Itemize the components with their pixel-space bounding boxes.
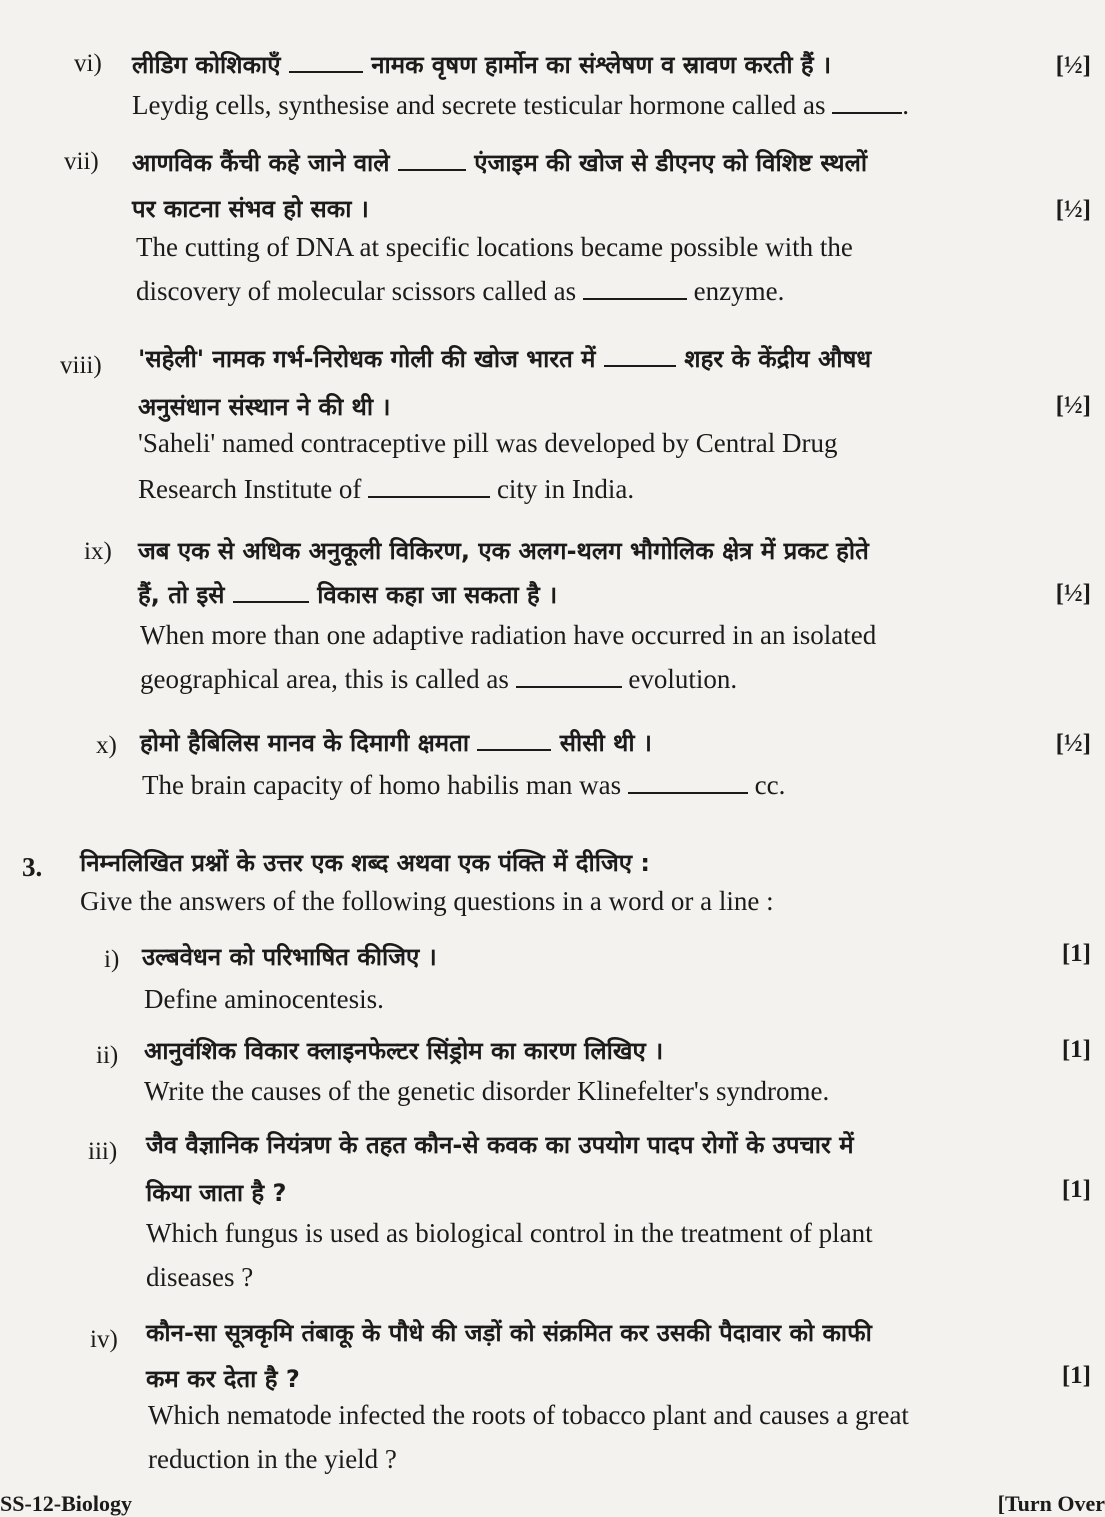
- english-line: Research Institute of city in India.: [138, 474, 635, 504]
- english-line: Leydig cells, synthesise and secrete testicular hormone called as .: [132, 90, 909, 120]
- english-line: Define aminocentesis.: [144, 984, 384, 1014]
- footer-turn-over: [Turn Over: [997, 1491, 1105, 1516]
- answer-blank: [583, 276, 687, 300]
- english-line: Which nematode infected the roots of tobacco plant and causes a great: [148, 1400, 909, 1430]
- marks: [1]: [1061, 1176, 1091, 1203]
- english-line: diseases ?: [146, 1262, 254, 1292]
- english-line: 'Saheli' named contraceptive pill was developed by Central Drug: [138, 428, 838, 458]
- hindi-line: आणविक कैंची कहे जाने वाले एंजाइम की खोज से डीएनए को विशिष्ट स्थलों: [132, 149, 868, 177]
- marks: [½]: [1055, 52, 1091, 79]
- hindi-line: होमो हैबिलिस मानव के दिमागी क्षमता सीसी थी ।: [140, 729, 653, 757]
- english-line: discovery of molecular scissors called as enzyme.: [136, 276, 785, 306]
- marks: [1]: [1061, 1036, 1091, 1063]
- answer-blank: [477, 727, 551, 751]
- english-line: geographical area, this is called as evolution.: [140, 664, 738, 694]
- english-line: Which fungus is used as biological control in the treatment of plant: [146, 1218, 873, 1248]
- item-number: ii): [96, 1042, 119, 1069]
- hindi-line: अनुसंधान संस्थान ने की थी ।: [138, 393, 391, 421]
- english-line: The brain capacity of homo habilis man was cc.: [142, 770, 786, 800]
- hindi-line: जब एक से अधिक अनुकूली विकिरण, एक अलग-थलग भौगोलिक क्षेत्र में प्रकट होते: [138, 537, 869, 565]
- question-3-english: Give the answers of the following questions in a word or a line :: [80, 886, 774, 916]
- english-line: reduction in the yield ?: [148, 1444, 397, 1474]
- answer-blank: [516, 664, 622, 688]
- marks: [½]: [1055, 730, 1091, 757]
- marks: [1]: [1061, 940, 1091, 967]
- hindi-line: कम कर देता है ?: [146, 1365, 300, 1393]
- answer-blank: [398, 147, 466, 171]
- hindi-line: जैव वैज्ञानिक नियंत्रण के तहत कौन-से कवक का उपयोग पादप रोगों के उपचार में: [146, 1131, 854, 1159]
- item-number: ix): [84, 538, 112, 565]
- hindi-line: किया जाता है ?: [146, 1179, 287, 1207]
- item-number: iv): [90, 1326, 118, 1353]
- answer-blank: [832, 90, 902, 114]
- item-number: vii): [64, 148, 99, 175]
- answer-blank: [628, 770, 748, 794]
- answer-blank: [289, 49, 363, 73]
- item-number: i): [104, 946, 120, 973]
- footer-paper-code: SS-12-Biology: [0, 1491, 133, 1516]
- item-number: iii): [88, 1138, 118, 1165]
- answer-blank: [233, 579, 309, 603]
- answer-blank: [604, 343, 676, 367]
- marks: [½]: [1055, 196, 1091, 223]
- marks: [1]: [1061, 1362, 1091, 1389]
- english-line: When more than one adaptive radiation have occurred in an isolated: [140, 620, 877, 650]
- hindi-line: पर काटना संभव हो सका ।: [132, 195, 369, 223]
- question-3-hindi: निम्नलिखित प्रश्नों के उत्तर एक शब्द अथवा एक पंक्ति में दीजिए :: [80, 849, 650, 877]
- hindi-line: हैं, तो इसे विकास कहा जा सकता है ।: [138, 581, 558, 609]
- question-number: 3.: [22, 852, 43, 882]
- item-number: vi): [74, 50, 102, 77]
- hindi-line: कौन-सा सूत्रकृमि तंबाकू के पौधे की जड़ों को संक्रमित कर उसकी पैदावार को काफी: [146, 1319, 872, 1347]
- item-number: viii): [60, 352, 102, 379]
- item-number: x): [96, 732, 117, 759]
- hindi-line: आनुवंशिक विकार क्लाइनफेल्टर सिंड्रोम का कारण लिखिए ।: [144, 1037, 664, 1065]
- english-line: Write the causes of the genetic disorder Klinefelter's syndrome.: [144, 1076, 830, 1106]
- hindi-line: लीडिग कोशिकाएँ नामक वृषण हार्मोन का संश्लेषण व स्रावण करती हैं ।: [132, 51, 832, 79]
- marks: [½]: [1055, 392, 1091, 419]
- marks: [½]: [1055, 580, 1091, 607]
- english-line: The cutting of DNA at specific locations became possible with the: [136, 232, 853, 262]
- answer-blank: [368, 474, 490, 498]
- hindi-line: 'सहेली' नामक गर्भ-निरोधक गोली की खोज भारत में शहर के केंद्रीय औषध: [138, 345, 872, 373]
- hindi-line: उल्बवेधन को परिभाषित कीजिए ।: [142, 943, 437, 971]
